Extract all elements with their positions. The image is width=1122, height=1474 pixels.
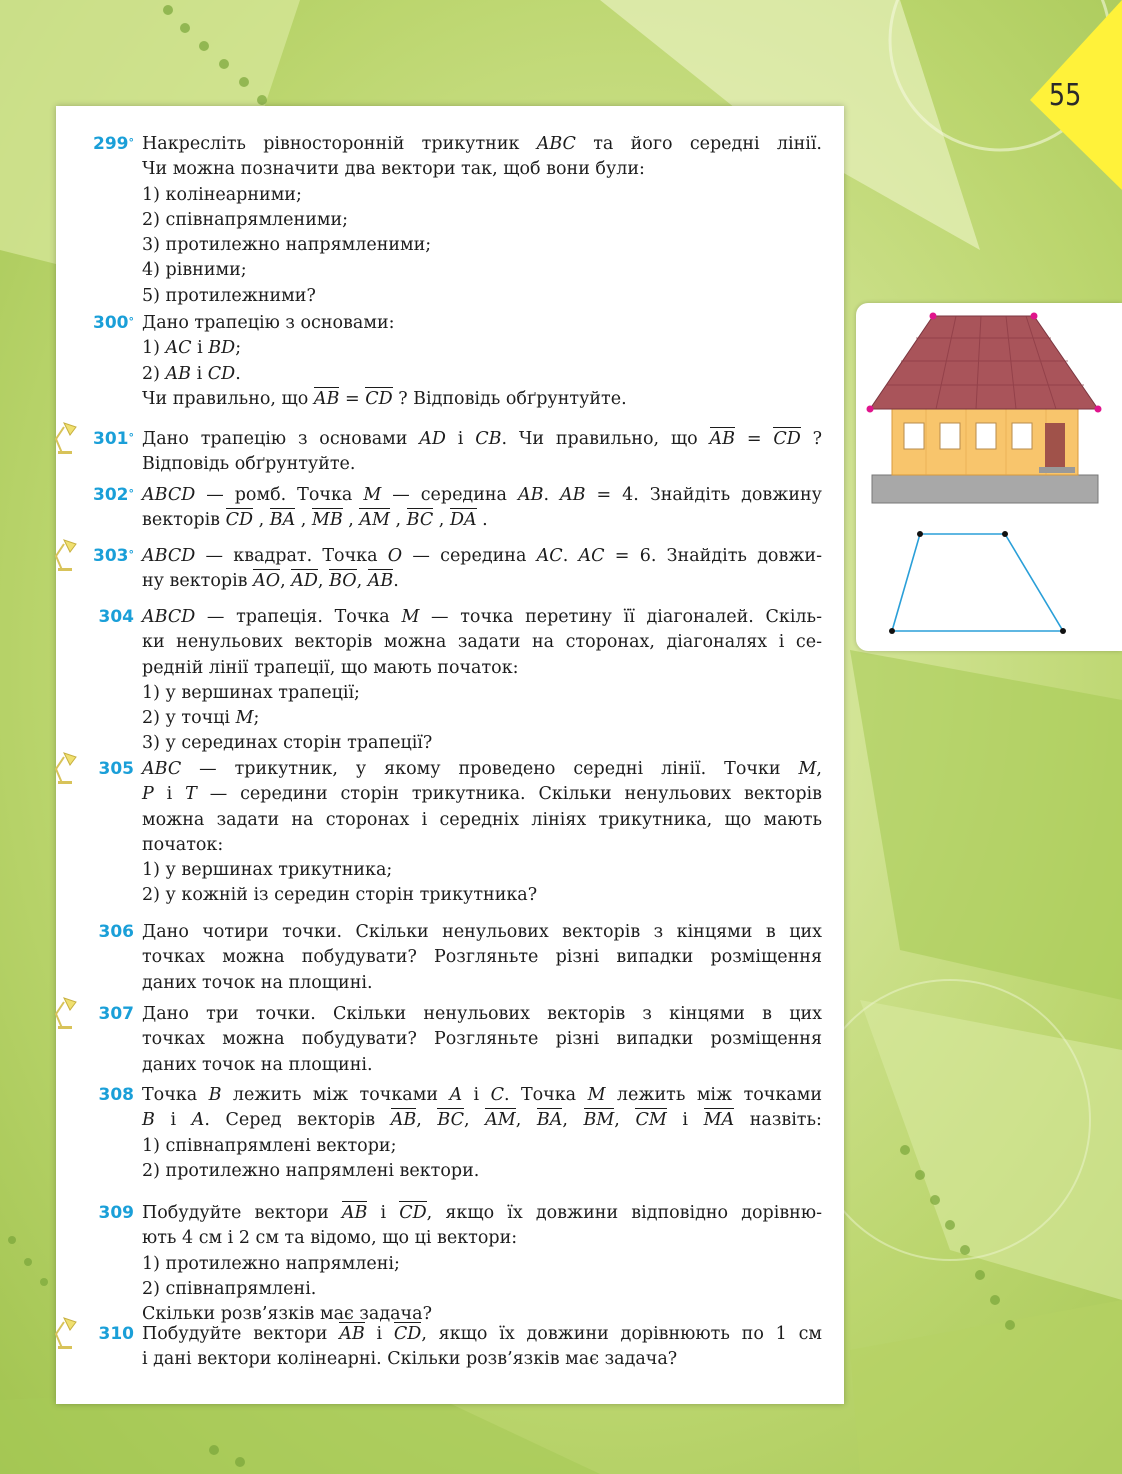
problem-text bbox=[142, 1083, 822, 1184]
lamp-icon bbox=[54, 996, 82, 1030]
vector-symbol: AB bbox=[341, 1203, 368, 1223]
text-line: Скільки розв’язків має задача? bbox=[142, 1304, 432, 1325]
vector-symbol: BA bbox=[269, 510, 296, 531]
vertex-point bbox=[867, 406, 874, 413]
text-line: 2) AB і CD. bbox=[142, 363, 241, 384]
vector-symbol: BA bbox=[536, 1110, 563, 1131]
vector-symbol: BO bbox=[329, 571, 357, 592]
vector-symbol: AB bbox=[313, 388, 340, 409]
problem-number: 305 bbox=[98, 759, 134, 779]
text-line: 2) у кожній із середин сторін трикутника? bbox=[142, 885, 538, 906]
vector-symbol: MA bbox=[703, 1110, 735, 1131]
vector-symbol: CD bbox=[365, 388, 393, 409]
text-line: Точка B лежить між точками A і C. Точка M лежить між точками bbox=[142, 1085, 822, 1105]
vector-symbol: CM bbox=[635, 1110, 667, 1131]
text-line: 5) протилежними? bbox=[142, 285, 316, 306]
text-line: даних точок на площині. bbox=[142, 972, 373, 993]
text-line: 1) у вершинах трикутника; bbox=[142, 860, 393, 881]
vector-symbol: BM bbox=[583, 1110, 615, 1131]
vector-symbol: AB bbox=[339, 1324, 365, 1344]
problem-text bbox=[142, 757, 822, 909]
text-line: редній лінії трапеції, що мають початок: bbox=[142, 657, 519, 678]
trapezoid-diagram bbox=[892, 534, 1063, 631]
problem-number: 304 bbox=[98, 607, 134, 627]
text-line: 3) протилежно напрямленими; bbox=[142, 235, 432, 256]
text-line: можна задати на сторонах і середніх лініях трикутника, що мають bbox=[142, 809, 822, 830]
text-line: 4) рівними; bbox=[142, 260, 247, 281]
vector-symbol: CD bbox=[393, 1324, 422, 1344]
text-line: Дано три точки. Скільки ненульових векторів з кінцями в цих bbox=[142, 1004, 822, 1024]
problem-text bbox=[142, 483, 822, 534]
problem-number: 308 bbox=[98, 1085, 134, 1105]
text-line: Відповідь обґрунтуйте. bbox=[142, 454, 356, 475]
text-line: Чи можна позначити два вектори так, щоб вони були: bbox=[142, 159, 645, 180]
text-line: ють 4 см і 2 см та відомо, що ці вектори: bbox=[142, 1228, 518, 1249]
problem-number: 302° bbox=[93, 485, 134, 505]
text-line: ABC — трикутник, у якому проведено середні лінії. Точки M, bbox=[142, 759, 822, 779]
vector-symbol: CD bbox=[399, 1203, 427, 1223]
problem-number: 300° bbox=[93, 313, 134, 333]
exercise-panel bbox=[56, 106, 844, 1404]
text-line: Дано чотири точки. Скільки ненульових векторів з кінцями в цих bbox=[142, 922, 822, 942]
vector-symbol: BC bbox=[437, 1110, 464, 1131]
problem-text bbox=[142, 1322, 822, 1373]
text-line: Дано трапецію з основами: bbox=[142, 313, 395, 333]
page-number: 55 bbox=[1048, 78, 1082, 113]
text-line: ABCD — квадрат. Точка O — середина AC. AC = 6. Знайдіть довжи- bbox=[142, 546, 822, 566]
text-line: ABCD — трапеція. Точка M — точка перетину її діагоналей. Скіль- bbox=[142, 607, 822, 627]
vector-symbol: AB bbox=[390, 1110, 417, 1131]
problem-text bbox=[142, 132, 822, 309]
problem-number: 307 bbox=[98, 1004, 134, 1024]
problem-text bbox=[142, 920, 822, 996]
text-line: і дані вектори колінеарні. Скільки розв’язків має задача? bbox=[142, 1349, 678, 1370]
problem-number: 306 bbox=[98, 922, 134, 942]
text-line: 1) співнапрямлені вектори; bbox=[142, 1135, 397, 1156]
text-line: 1) у вершинах трапеції; bbox=[142, 682, 360, 703]
house-illustration bbox=[856, 303, 1122, 651]
vector-symbol: AM bbox=[359, 510, 390, 531]
text-line: ABCD — ромб. Точка M — середина AB. AB = 4. Знайдіть довжину bbox=[142, 485, 822, 505]
vector-symbol: AB bbox=[367, 571, 394, 592]
text-line: даних точок на площині. bbox=[142, 1054, 373, 1075]
text-line: 3) у серединах сторін трапеції? bbox=[142, 733, 433, 754]
vector-symbol: AB bbox=[709, 429, 736, 449]
problem-number: 301° bbox=[93, 429, 134, 449]
problem-text bbox=[142, 427, 822, 478]
problem-text bbox=[142, 605, 822, 757]
vector-symbol: DA bbox=[449, 510, 477, 531]
vector-symbol: MB bbox=[311, 510, 343, 531]
text-line: P і T — середини сторін трикутника. Скільки ненульових векторів bbox=[142, 784, 822, 805]
text-line: векторів CD , BA , MB , AM , BC , DA . bbox=[142, 510, 488, 531]
text-line: 2) протилежно напрямлені вектори. bbox=[142, 1160, 480, 1181]
lamp-icon bbox=[54, 751, 82, 785]
vertex-point bbox=[930, 313, 937, 320]
lamp-icon bbox=[54, 538, 82, 572]
vector-symbol: CD bbox=[773, 429, 801, 449]
vector-symbol: AM bbox=[485, 1110, 516, 1131]
vector-symbol: CD bbox=[225, 510, 253, 531]
lamp-icon bbox=[54, 1316, 82, 1350]
text-line: Накресліть рівносторонній трикутник ABC та його середні лінії. bbox=[142, 134, 822, 154]
illustration-card bbox=[856, 303, 1122, 651]
text-line: Дано трапецію з основами AD і CB. Чи правильно, що AB = CD ? bbox=[142, 429, 822, 449]
problem-number: 303° bbox=[93, 546, 134, 566]
problem-text bbox=[142, 1201, 822, 1327]
problem-number: 310 bbox=[98, 1324, 134, 1344]
text-line: точках можна побудувати? Розгляньте різні випадки розміщення bbox=[142, 1029, 822, 1050]
text-line: 1) AC і BD; bbox=[142, 338, 242, 359]
problem-number: 299° bbox=[93, 134, 134, 154]
lamp-icon bbox=[54, 421, 82, 455]
vector-symbol: BC bbox=[406, 510, 434, 531]
text-line: початок: bbox=[142, 834, 224, 855]
problem-text bbox=[142, 311, 822, 412]
text-line: Побудуйте вектори AB і CD, якщо їх довжини дорівнюють по 1 см bbox=[142, 1324, 822, 1344]
text-line: точках можна побудувати? Розгляньте різні випадки розміщення bbox=[142, 947, 822, 968]
text-line: Чи правильно, що AB = CD ? Відповідь обґрунтуйте. bbox=[142, 388, 627, 409]
vertex-point bbox=[1095, 406, 1102, 413]
text-line: ну векторів AO, AD, BO, AB. bbox=[142, 571, 399, 592]
vector-symbol: AD bbox=[291, 571, 318, 592]
text-line: ки ненульових векторів можна задати на сторонах, діагоналях і се- bbox=[142, 632, 822, 653]
text-line: B і A. Серед векторів AB, BC, AM, BA, BM, CM і MA назвіть: bbox=[142, 1110, 822, 1131]
problem-text bbox=[142, 1002, 822, 1078]
problem-number: 309 bbox=[98, 1203, 134, 1223]
text-line: Побудуйте вектори AB і CD, якщо їх довжини відповідно дорівню- bbox=[142, 1203, 822, 1223]
text-line: 2) у точці M; bbox=[142, 708, 260, 729]
vector-symbol: AO bbox=[253, 571, 281, 592]
text-line: 2) співнапрямленими; bbox=[142, 209, 349, 230]
text-line: 2) співнапрямлені. bbox=[142, 1278, 317, 1299]
text-line: 1) колінеарними; bbox=[142, 184, 302, 205]
vertex-point bbox=[1031, 313, 1038, 320]
text-line: 1) протилежно напрямлені; bbox=[142, 1253, 400, 1274]
problem-text bbox=[142, 544, 822, 595]
